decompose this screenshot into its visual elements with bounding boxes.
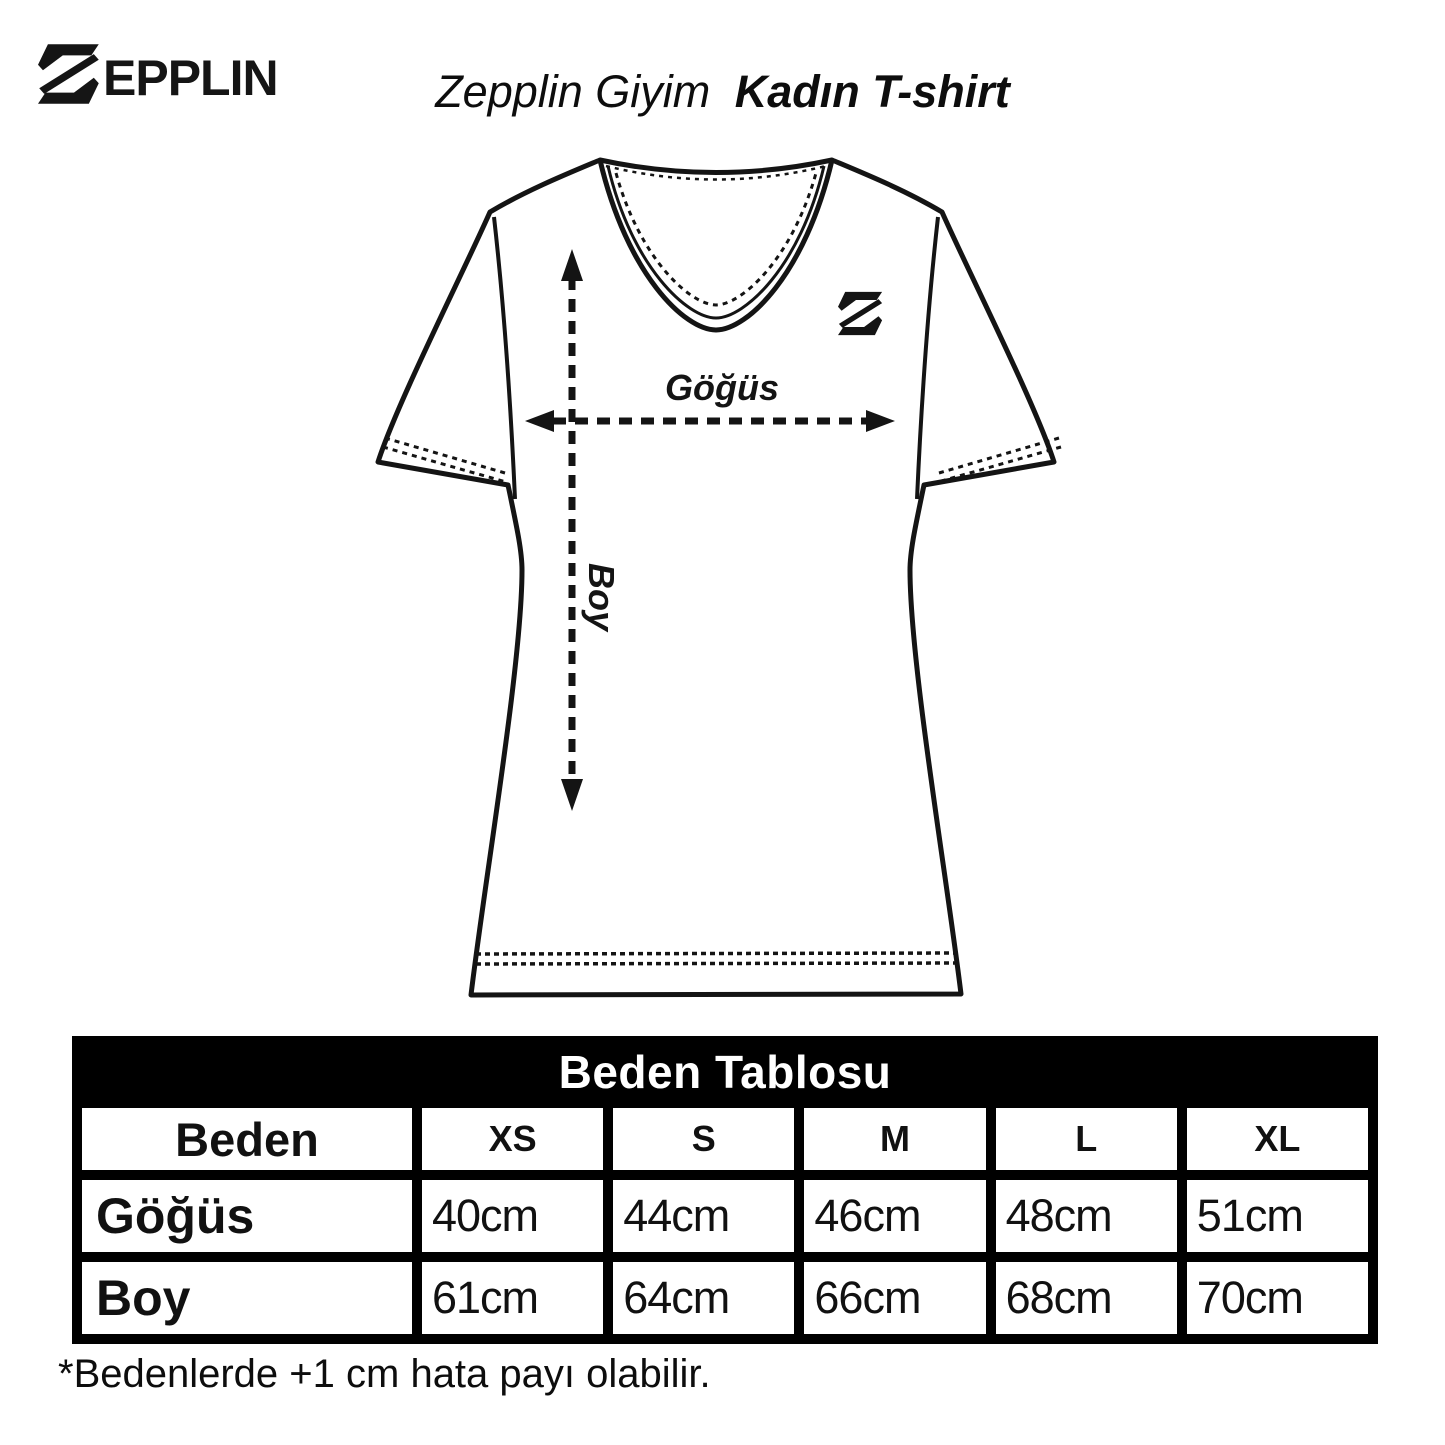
- col-header-l: L: [996, 1108, 1177, 1170]
- boy-s: 64cm: [613, 1262, 794, 1334]
- gogus-xl: 51cm: [1187, 1180, 1368, 1252]
- col-header-s: S: [613, 1108, 794, 1170]
- tshirt-outline: [378, 160, 1054, 995]
- page-title-regular: Zepplin Giyim: [435, 66, 711, 117]
- boy-m: 66cm: [804, 1262, 985, 1334]
- length-measure-label: Boy: [581, 562, 622, 631]
- row-label-gogus: Göğüs: [82, 1180, 412, 1252]
- col-header-m: M: [804, 1108, 985, 1170]
- boy-xs: 61cm: [422, 1262, 603, 1334]
- page-title: [0, 68, 1445, 115]
- boy-xl: 70cm: [1187, 1262, 1368, 1334]
- boy-l: 68cm: [996, 1262, 1177, 1334]
- row-label-boy: Boy: [82, 1262, 412, 1334]
- size-tolerance-footnote: *Bedenlerde +1 cm hata payı olabilir.: [58, 1352, 711, 1396]
- gogus-m: 46cm: [804, 1180, 985, 1252]
- col-header-beden: Beden: [82, 1108, 412, 1170]
- gogus-l: 48cm: [996, 1180, 1177, 1252]
- tshirt-measurement-diagram: [355, 133, 1089, 1013]
- brand-wordmark: EPPLIN: [103, 50, 278, 106]
- col-header-xs: XS: [422, 1108, 603, 1170]
- size-table: [72, 1036, 1378, 1344]
- size-table-title: Beden Tablosu: [558, 1046, 892, 1098]
- gogus-xs: 40cm: [422, 1180, 603, 1252]
- tshirt-drawing: [355, 133, 1089, 1013]
- chest-measure-label: Göğüs: [665, 367, 779, 408]
- page-title-bold: Kadın T-shirt: [734, 66, 1010, 117]
- size-table-grid: [82, 1108, 1368, 1334]
- col-header-xl: XL: [1187, 1108, 1368, 1170]
- gogus-s: 44cm: [613, 1180, 794, 1252]
